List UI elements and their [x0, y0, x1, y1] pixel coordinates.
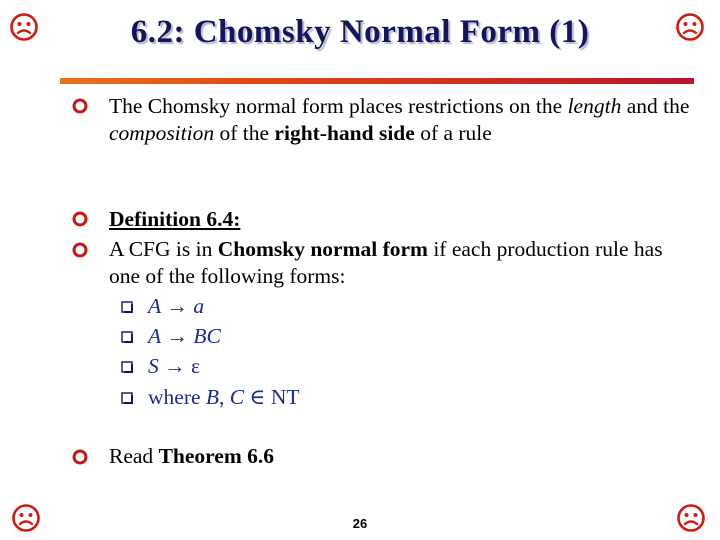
round-bullet-icon: [72, 449, 90, 467]
form-where-clause: where B, C ∈ NT: [148, 385, 300, 409]
form-a-to-bc: A → BC: [148, 324, 221, 348]
hollow-square-bullet-icon: [121, 331, 135, 345]
hollow-square-bullet-icon: [121, 361, 135, 375]
bullet-definition: Definition 6.4:: [109, 207, 241, 231]
bullet-cfg-definition: A CFG is in Chomsky normal form if each production rule has one of the following forms:: [109, 237, 663, 288]
hollow-square-bullet-icon: [121, 301, 135, 315]
title-divider: [60, 78, 694, 84]
form-s-to-epsilon: S → ε: [148, 354, 201, 378]
hollow-square-bullet-icon: [121, 392, 135, 406]
bullet-read-theorem: Read Theorem 6.6: [109, 444, 275, 468]
round-bullet-icon: [72, 211, 90, 229]
slide-title: 6.2: Chomsky Normal Form (1): [130, 14, 590, 50]
round-bullet-icon: [72, 242, 90, 260]
form-a-to-a: A → a: [148, 294, 205, 318]
round-bullet-icon: [72, 98, 90, 116]
bullet-restrictions: The Chomsky normal form places restrictions on the length and the composition of the right-hand side of a rule: [109, 94, 690, 145]
page-number: 26: [352, 516, 368, 531]
